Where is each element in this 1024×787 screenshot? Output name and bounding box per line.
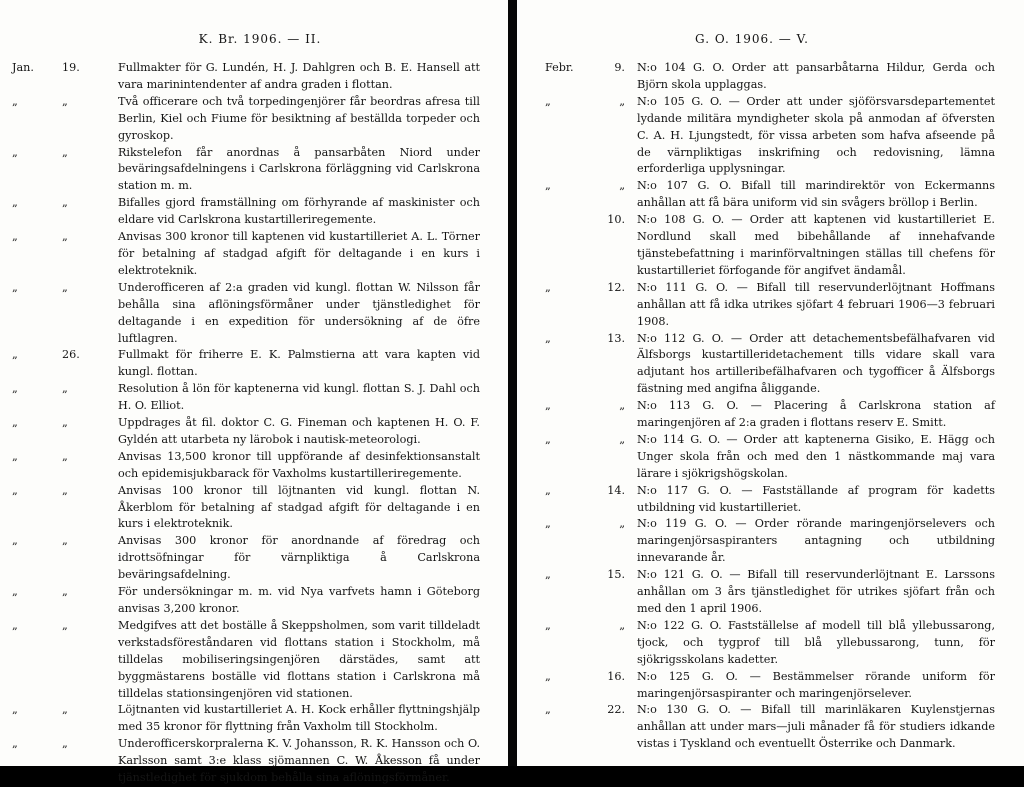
entry-text: Medgifves att det boställe å Skeppsholmen, som varit tilldeladt verkstadsföreståndaren vid flottans station i Stockholm, må tilldelas mobiliseringsingenjören därstädes, samt att byggmästarens boställe vid flottans station i Carlskrona må tilldelas stationsingenjören vid stationen.: [118, 618, 480, 700]
ledger-entry: [545, 331, 995, 399]
entry-text: Underofficeren af 2:a graden vid kungl. flottan W. Nilsson får behålla sina aflöningsförmåner under tjänstledighet för deltagande i en expedition för undersökning af de öfre luftlagren.: [118, 280, 480, 345]
ledger-entry: [545, 567, 995, 618]
ledger-entry: [545, 516, 995, 567]
entry-month: „: [545, 94, 551, 108]
entry-text: Fullmakt för friherre E. K. Palmstierna att vara kapten vid kungl. flottan.: [118, 348, 480, 379]
entry-month: „: [12, 483, 18, 497]
left-entry-list: [12, 60, 480, 787]
entry-text: N:o 122 G. O. Fastställelse af modell till blå yllebussarong, tjock, och tygprof till blå yllebussarong, tunn, för sjökrigsskolans kadetter.: [637, 618, 995, 666]
entry-day: „: [62, 416, 68, 430]
entry-month: „: [545, 331, 551, 345]
entry-day: „: [62, 449, 68, 463]
entry-month: „: [545, 432, 551, 446]
entry-text: N:o 114 G. O. — Order att kaptenerna Gisiko, E. Hägg och Unger skola från och med den 1 nästkommande maj vara lärare i sjökrigshögskolan.: [637, 432, 995, 480]
ledger-entry: [12, 229, 480, 280]
entry-day: „: [62, 280, 68, 294]
entry-day: 22.: [607, 703, 625, 717]
ledger-entry: [545, 432, 995, 483]
entry-text: N:o 113 G. O. — Placering å Carlskrona station af maringenjören af 2:a graden i flottans reserv E. Smitt.: [637, 399, 995, 430]
entry-text: N:o 111 G. O. — Bifall till reservunderlöjtnant Hoffmans anhållan att få idka utrikes sjöfart 4 februari 1906—3 februari 1908.: [637, 280, 995, 328]
entry-month: „: [12, 382, 18, 396]
entry-month: „: [545, 568, 551, 582]
entry-text: Anvisas 13,500 kronor till uppförande af desinfektionsanstalt och epidemisjukbarack för Vaxholms kustartilleriregemente.: [118, 449, 480, 480]
entry-day: 12.: [607, 280, 625, 294]
ledger-entry: [12, 145, 480, 196]
right-page-header: G. O. 1906. — V.: [695, 32, 809, 46]
entry-day: „: [619, 179, 625, 193]
entry-text: Två officerare och två torpedingenjörer får beordras afresa till Berlin, Kiel och Fiume för besiktning af beställda torpeder och gyroskop.: [118, 94, 480, 142]
entry-text: Anvisas 300 kronor till kaptenen vid kustartilleriet A. L. Törner för betalning af stadgad afgift för deltagande i en kurs i elektroteknik.: [118, 230, 480, 277]
ledger-entry: [12, 702, 480, 736]
entry-month: „: [545, 280, 551, 294]
right-page: [517, 0, 1024, 766]
ledger-entry: [12, 533, 480, 584]
entry-day: „: [619, 517, 625, 531]
entry-day: 15.: [607, 568, 625, 582]
ledger-entry: [545, 618, 995, 669]
entry-day: 10.: [607, 213, 625, 227]
ledger-entry: [12, 381, 480, 415]
entry-month: „: [12, 196, 18, 210]
entry-day: „: [62, 737, 68, 751]
entry-day: 14.: [607, 483, 625, 497]
entry-day: „: [619, 94, 625, 108]
entry-day: 9.: [614, 61, 625, 74]
page-gutter: [508, 0, 517, 766]
entry-month: „: [12, 534, 18, 548]
entry-month: „: [545, 703, 551, 717]
entry-text: Uppdrages åt fil. doktor C. G. Fineman och kaptenen H. O. F. Gyldén att utarbeta ny lärobok i nautisk-meteorologi.: [118, 416, 480, 446]
entry-day: 26.: [62, 348, 80, 362]
entry-month: „: [545, 669, 551, 683]
entry-text: N:o 105 G. O. — Order att under sjöförsvarsdepartementet lydande militära myndigheter skola på anmodan af öfversten C. A. H. Ljungstedt, för vissa arbeten som hafva afseende på de värnpliktigas inskrifning och redovisning, lämna erforderliga upplysningar.: [637, 94, 995, 176]
ledger-entry: [12, 347, 480, 381]
entry-month: „: [12, 280, 18, 294]
entry-month: Jan.: [12, 61, 34, 74]
ledger-entry: [545, 212, 995, 280]
entry-month: „: [12, 585, 18, 599]
entry-day: „: [62, 534, 68, 548]
entry-day: „: [62, 196, 68, 210]
ledger-entry: [12, 195, 480, 229]
entry-text: N:o 108 G. O. — Order att kaptenen vid kustartilleriet E. Nordlund skall med bibehållande af innehafvande tjänstebefattning i marinförvaltningen ställas till chefens för kustartilleriet förfogande för angifvet ändamål.: [637, 213, 995, 277]
entry-day: „: [62, 94, 68, 108]
ledger-entry: [545, 702, 995, 753]
entry-day: „: [619, 399, 625, 413]
entry-day: „: [62, 483, 68, 497]
entry-day: „: [62, 230, 68, 244]
entry-month: Febr.: [545, 61, 574, 74]
ledger-entry: [12, 94, 480, 145]
entry-month: „: [12, 348, 18, 362]
ledger-entry: [12, 449, 480, 483]
entry-text: Anvisas 300 kronor för anordnande af föredrag och idrottsöfningar för värnpliktiga å Carlskrona beväringsafdelning.: [118, 534, 480, 582]
entry-text: Fullmakter för G. Lundén, H. J. Dahlgren och B. E. Hansell att vara marinintendenter af andra graden i flottan.: [118, 61, 480, 91]
entry-day: 13.: [607, 331, 625, 345]
entry-month: „: [12, 618, 18, 632]
entry-text: Underofficerskorpralerna K. V. Johansson, R. K. Hansson och O. Karlsson samt 3:e klass sjömannen C. W. Åkesson få under tjänstledighet för sjukdom behålla sina aflöningsförmåner.: [118, 737, 481, 785]
entry-day: „: [62, 703, 68, 717]
entry-month: „: [545, 399, 551, 413]
entry-month: „: [12, 703, 18, 717]
ledger-entry: [545, 483, 995, 517]
entry-text: Rikstelefon får anordnas å pansarbåten Niord under beväringsafdelningens i Carlskrona förläggning vid Carlskrona station m. m.: [118, 145, 480, 193]
entry-text: N:o 121 G. O. — Bifall till reservunderlöjtnant E. Larssons anhållan om 3 års tjänstledighet för utrikes sjöfart från och med den 1 april 1906.: [637, 568, 995, 615]
entry-text: N:o 104 G. O. Order att pansarbåtarna Hildur, Gerda och Björn skola upplaggas.: [637, 61, 995, 91]
ledger-entry: [545, 669, 995, 703]
entry-month: „: [545, 517, 551, 531]
entry-text: För undersökningar m. m. vid Nya varfvets hamn i Göteborg anvisas 3,200 kronor.: [118, 585, 480, 615]
entry-day: „: [62, 585, 68, 599]
entry-month: „: [12, 94, 18, 108]
entry-day: „: [62, 618, 68, 632]
entry-text: N:o 130 G. O. — Bifall till marinläkaren Kuylenstjernas anhållan att under mars—juli månader få för studiers idkande vistas i Tyskland och eventuellt Österrike och Danmark.: [637, 703, 995, 751]
entry-month: „: [545, 483, 551, 497]
left-page: [0, 0, 508, 785]
entry-text: N:o 125 G. O. — Bestämmelser rörande uniform för maringenjörsaspiranter och maringenjörselever.: [637, 669, 995, 700]
ledger-entry: [12, 736, 480, 787]
ledger-entry: [12, 618, 480, 703]
entry-day: „: [62, 145, 68, 159]
ledger-entry: [12, 415, 480, 449]
ledger-entry: [545, 94, 995, 179]
entry-day: 19.: [62, 61, 80, 74]
ledger-entry: [12, 584, 480, 618]
entry-day: 16.: [607, 669, 625, 683]
entry-text: Anvisas 100 kronor till löjtnanten vid kungl. flottan N. Åkerblom för betalning af stadgad afgift för deltagande i en kurs i elektroteknik.: [118, 483, 480, 531]
left-page-header: K. Br. 1906. — II.: [198, 32, 322, 46]
entry-text: N:o 112 G. O. — Order att detachementsbefälhafvaren vid Älfsborgs kustartilleridetachement tills vidare skall vara adjutant hos artilleribefälhafvaren och tygofficer å Älfsborgs fästning med angifna åliggande.: [637, 331, 995, 396]
entry-text: N:o 107 G. O. Bifall till marindirektör von Eckermanns anhållan att få bära uniform vid sin svågers bröllop i Berlin.: [637, 179, 995, 210]
entry-day: „: [619, 432, 625, 446]
ledger-entry: [12, 483, 480, 534]
entry-month: „: [545, 179, 551, 193]
entry-day: „: [62, 382, 68, 396]
right-entry-list: [545, 60, 995, 753]
entry-month: „: [12, 737, 18, 751]
entry-day: „: [619, 618, 625, 632]
ledger-entry: [545, 178, 995, 212]
entry-text: N:o 117 G. O. — Fastställande af program för kadetts utbildning vid kustartilleriet.: [637, 483, 995, 514]
ledger-entry: [12, 60, 480, 94]
ledger-entry: [12, 280, 480, 348]
entry-text: Bifalles gjord framställning om förhyrande af maskinister och eldare vid Carlskrona kustartilleriregemente.: [118, 196, 480, 227]
entry-month: „: [12, 449, 18, 463]
entry-text: N:o 119 G. O. — Order rörande maringenjörselevers och maringenjörsaspiranters antagning och utbildning innevarande år.: [637, 517, 995, 565]
entry-text: Resolution å lön för kaptenerna vid kungl. flottan S. J. Dahl och H. O. Elliot.: [118, 382, 480, 413]
entry-month: „: [12, 230, 18, 244]
ledger-entry: [545, 280, 995, 331]
entry-month: „: [12, 145, 18, 159]
entry-month: „: [545, 618, 551, 632]
entry-month: [545, 212, 595, 280]
entry-month: „: [12, 416, 18, 430]
entry-text: Löjtnanten vid kustartilleriet A. H. Kock erhåller flyttningshjälp med 35 kronor för flyttning från Vaxholm till Stockholm.: [118, 703, 480, 734]
ledger-entry: [545, 60, 995, 94]
ledger-entry: [545, 398, 995, 432]
